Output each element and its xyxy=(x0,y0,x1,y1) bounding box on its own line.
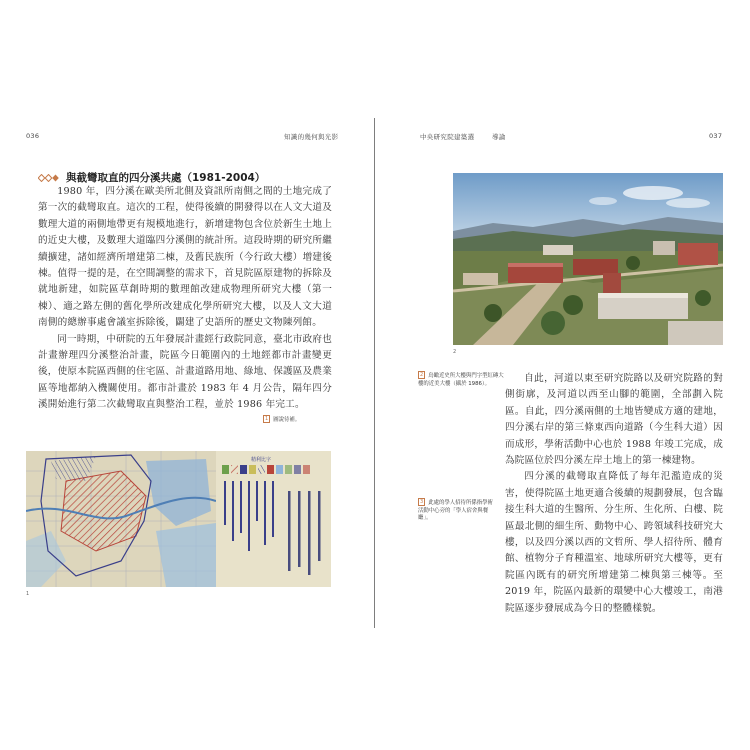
map-legend-title: 精利比字 xyxy=(251,457,272,463)
right-body-text xyxy=(505,371,723,617)
figure-1-label: 1 xyxy=(265,416,269,422)
figure-3-note xyxy=(418,498,498,523)
left-body-text xyxy=(38,184,332,414)
page-number-left: 036 xyxy=(26,132,40,140)
map-figure-number: 1 xyxy=(26,591,30,597)
diamond-ornament-icon xyxy=(38,174,60,182)
figure-2-caption xyxy=(418,371,506,388)
paragraph: 1980 年，四分溪在歐美所北側及資訊所南側之間的土地完成了第一次的截彎取直。這次的工程，使得後續的開發得以在人文大道及數理大道的兩側地帶更有規模地進行，新增建物包含位於新生土地上的近史大樓，及數理大道臨四分溪側的統計所。這段時期的研究所繼續擴建，諸如經濟所增建第二棟，及舊民族所（今行政大樓）增建後棟。值得一提的是，在空間調整的需求下，首見院區原建物的拆除及就地新建，如院區草創時期的數理館改建成物理所研究大樓（第一棟）、適之路左側的舊化學所改建成化學所研究大樓，以及人文大道南側的總辦事處會議室拆除後，闢建了史語所的歷史文物陳列館。 xyxy=(38,186,332,329)
page-number-right: 037 xyxy=(709,132,723,140)
figure-1-caption xyxy=(263,415,333,425)
figure-2-label: 2 xyxy=(420,372,424,378)
running-head-chapter: 導論 xyxy=(492,133,506,141)
paragraph: 四分溪的截彎取直降低了每年氾濫造成的災害，使得院區土地更適合後續的規劃發展，包含臨接生科大道的生醫所、分生所、生化所、白樓、院區最北側的細生所、動物中心、跨領域科技研究大樓，以及四分溪以西的文哲所、學人招待所、體育館、植物分子育種溫室、地球所研究大樓等，更有院區內既有的研究所增建第二棟與第三棟等。至 2019 年，院區內最新的環變中心大樓竣工，南港院區逐步發展成為今日的整體樣貌。 xyxy=(505,471,723,614)
paragraph: 自此，河道以東至研究院路以及研究院路的對側街廓，及河道以西至山腳的範圍，全部劃入院區。自此，四分溪兩側的土地皆變成方適的建地，四分溪右岸的第三條東西向道路（今生科大道）因而成形，學術活動中心也於 1988 年竣工完成，成為院區位於四分溪左岸土地上的第一棟建物。 xyxy=(505,373,723,467)
urban-plan-map-image xyxy=(26,451,331,587)
section-title: 與截彎取直的四分溪共處（1981-2004） xyxy=(66,172,266,184)
running-head-book: 中央研究院建築選 xyxy=(420,133,475,141)
figure-2-caption-text: 鳥瞰近史所大樓與門字型紅磚大樓的近美大樓（攝於 1986）。 xyxy=(418,373,504,387)
paragraph: 同一時期，中研院的五年發展計畫經行政院同意，臺北市政府也計畫辦理四分溪整治計畫，院區今日範圍內的土地經都市計畫變更後，使原本院區西側的住宅區、計畫道路用地、綠地、保護區及農業區等地都納入機關使用。都市計畫於 1983 年 4 月公告，隔年四分溪開始進行第二次截彎取直與整治工程，並於 1986 年完工。 xyxy=(38,333,332,411)
page-gutter xyxy=(374,118,375,628)
campus-aerial-photo xyxy=(453,173,723,345)
photo-figure-number: 2 xyxy=(453,349,457,355)
figure-1-caption-text: 圖說待補。 xyxy=(273,417,301,423)
section-heading xyxy=(38,170,265,185)
running-head-left: 知識的幾何與光影 xyxy=(284,133,339,141)
figure-3-note-text: 此處的學人招待所係指學術活動中心旁的「學人宿舍與餐廳」。 xyxy=(418,500,493,522)
figure-3-label: 3 xyxy=(420,499,424,505)
